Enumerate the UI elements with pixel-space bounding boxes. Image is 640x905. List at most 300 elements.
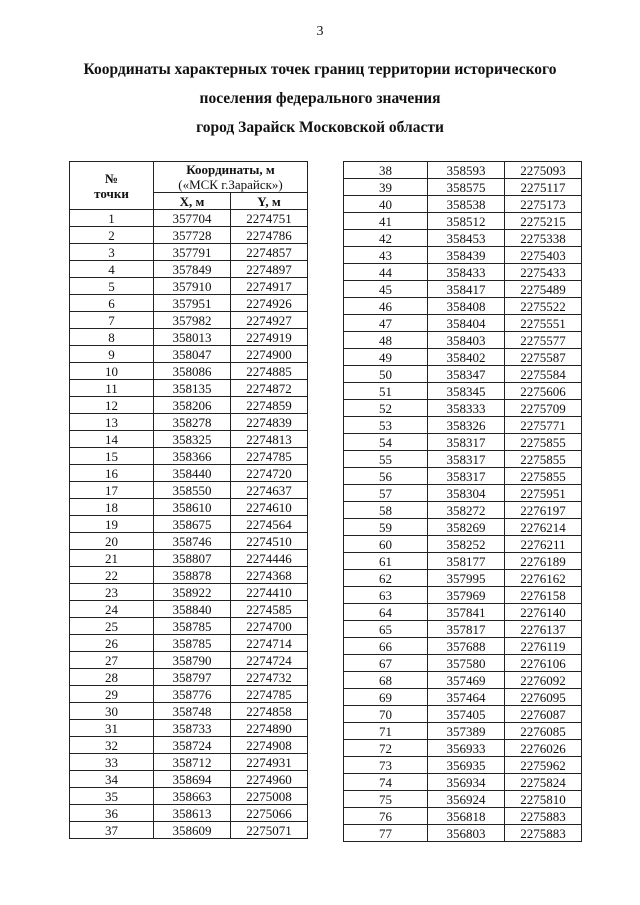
x-coordinate-cell: 358439 xyxy=(428,247,505,264)
y-coordinate-cell: 2276189 xyxy=(505,553,582,570)
x-coordinate-cell: 357688 xyxy=(428,638,505,655)
y-coordinate-cell: 2275008 xyxy=(231,788,308,805)
point-number-cell: 5 xyxy=(70,278,154,295)
y-coordinate-cell: 2274786 xyxy=(231,227,308,244)
table-row xyxy=(70,584,308,601)
table-row xyxy=(344,264,582,281)
table-row xyxy=(344,349,582,366)
point-number-cell: 11 xyxy=(70,380,154,397)
point-number-cell: 39 xyxy=(344,179,428,196)
point-number-cell: 48 xyxy=(344,332,428,349)
y-coordinate-cell: 2275709 xyxy=(505,400,582,417)
x-coordinate-cell: 358252 xyxy=(428,536,505,553)
y-coordinate-cell: 2276095 xyxy=(505,689,582,706)
table-row xyxy=(344,434,582,451)
y-coordinate-cell: 2274585 xyxy=(231,601,308,618)
x-coordinate-cell: 358135 xyxy=(154,380,231,397)
y-coordinate-cell: 2276137 xyxy=(505,621,582,638)
x-coordinate-cell: 358575 xyxy=(428,179,505,196)
table-row xyxy=(70,618,308,635)
y-coordinate-cell: 2274564 xyxy=(231,516,308,533)
y-coordinate-cell: 2274960 xyxy=(231,771,308,788)
x-coordinate-cell: 358403 xyxy=(428,332,505,349)
point-number-cell: 61 xyxy=(344,553,428,570)
x-coordinate-cell: 358922 xyxy=(154,584,231,601)
point-number-cell: 17 xyxy=(70,482,154,499)
y-coordinate-cell: 2275584 xyxy=(505,366,582,383)
point-number-cell: 55 xyxy=(344,451,428,468)
x-coordinate-cell: 358593 xyxy=(428,162,505,179)
y-coordinate-cell: 2274751 xyxy=(231,210,308,227)
x-coordinate-cell: 357464 xyxy=(428,689,505,706)
y-coordinate-cell: 2275577 xyxy=(505,332,582,349)
point-number-cell: 67 xyxy=(344,655,428,672)
point-number-cell: 34 xyxy=(70,771,154,788)
title-line-1: Координаты характерных точек границ территории исторического xyxy=(83,61,557,78)
point-number-cell: 24 xyxy=(70,601,154,618)
y-coordinate-cell: 2275824 xyxy=(505,774,582,791)
point-number-header-line2: точки xyxy=(94,185,129,201)
x-column-header: X, м xyxy=(154,193,231,210)
point-number-cell: 69 xyxy=(344,689,428,706)
table-row xyxy=(344,383,582,400)
y-coordinate-cell: 2275117 xyxy=(505,179,582,196)
y-coordinate-cell: 2275810 xyxy=(505,791,582,808)
table-row xyxy=(344,757,582,774)
table-row xyxy=(70,805,308,822)
y-coordinate-cell: 2274917 xyxy=(231,278,308,295)
point-number-cell: 46 xyxy=(344,298,428,315)
x-coordinate-cell: 358785 xyxy=(154,618,231,635)
x-coordinate-cell: 357951 xyxy=(154,295,231,312)
coordinates-table-right xyxy=(343,161,582,842)
y-coordinate-cell: 2275551 xyxy=(505,315,582,332)
x-coordinate-cell: 357969 xyxy=(428,587,505,604)
table-row xyxy=(70,482,308,499)
table-row xyxy=(70,567,308,584)
table-row xyxy=(70,686,308,703)
table-row xyxy=(70,278,308,295)
table-row xyxy=(344,604,582,621)
table-row xyxy=(70,363,308,380)
point-number-cell: 40 xyxy=(344,196,428,213)
y-coordinate-cell: 2274890 xyxy=(231,720,308,737)
x-coordinate-cell: 356935 xyxy=(428,757,505,774)
point-number-cell: 8 xyxy=(70,329,154,346)
y-coordinate-cell: 2276162 xyxy=(505,570,582,587)
point-number-cell: 6 xyxy=(70,295,154,312)
point-number-cell: 57 xyxy=(344,485,428,502)
x-coordinate-cell: 358610 xyxy=(154,499,231,516)
y-coordinate-cell: 2274900 xyxy=(231,346,308,363)
point-number-cell: 43 xyxy=(344,247,428,264)
x-coordinate-cell: 358177 xyxy=(428,553,505,570)
point-number-cell: 53 xyxy=(344,417,428,434)
table-row xyxy=(344,213,582,230)
point-number-cell: 26 xyxy=(70,635,154,652)
x-coordinate-cell: 357704 xyxy=(154,210,231,227)
table-row xyxy=(70,720,308,737)
table-row xyxy=(70,788,308,805)
point-number-cell: 36 xyxy=(70,805,154,822)
point-number-cell: 16 xyxy=(70,465,154,482)
point-number-cell: 7 xyxy=(70,312,154,329)
table-row xyxy=(344,298,582,315)
x-coordinate-cell: 357982 xyxy=(154,312,231,329)
x-coordinate-cell: 357405 xyxy=(428,706,505,723)
y-coordinate-cell: 2274926 xyxy=(231,295,308,312)
x-coordinate-cell: 358840 xyxy=(154,601,231,618)
table-row xyxy=(70,771,308,788)
table-row xyxy=(70,669,308,686)
table-row xyxy=(70,533,308,550)
table-row xyxy=(70,601,308,618)
y-coordinate-cell: 2275338 xyxy=(505,230,582,247)
y-coordinate-cell: 2274714 xyxy=(231,635,308,652)
y-coordinate-cell: 2276214 xyxy=(505,519,582,536)
y-coordinate-cell: 2275489 xyxy=(505,281,582,298)
x-coordinate-cell: 358512 xyxy=(428,213,505,230)
x-coordinate-cell: 358086 xyxy=(154,363,231,380)
table-row xyxy=(344,825,582,842)
y-coordinate-cell: 2275883 xyxy=(505,808,582,825)
x-coordinate-cell: 358675 xyxy=(154,516,231,533)
table-row xyxy=(344,451,582,468)
x-coordinate-cell: 358013 xyxy=(154,329,231,346)
table-row xyxy=(344,672,582,689)
y-coordinate-cell: 2276119 xyxy=(505,638,582,655)
point-number-cell: 45 xyxy=(344,281,428,298)
y-coordinate-cell: 2275606 xyxy=(505,383,582,400)
y-coordinate-cell: 2274700 xyxy=(231,618,308,635)
x-coordinate-cell: 358776 xyxy=(154,686,231,703)
point-number-cell: 66 xyxy=(344,638,428,655)
y-coordinate-cell: 2275855 xyxy=(505,468,582,485)
x-coordinate-cell: 357817 xyxy=(428,621,505,638)
x-coordinate-cell: 358797 xyxy=(154,669,231,686)
point-number-cell: 76 xyxy=(344,808,428,825)
x-coordinate-cell: 358317 xyxy=(428,468,505,485)
x-coordinate-cell: 358417 xyxy=(428,281,505,298)
table-row xyxy=(344,179,582,196)
y-coordinate-cell: 2274610 xyxy=(231,499,308,516)
coordinates-header-line1: Координаты, м xyxy=(186,162,275,177)
y-coordinate-cell: 2274732 xyxy=(231,669,308,686)
point-number-cell: 10 xyxy=(70,363,154,380)
y-coordinate-cell: 2274446 xyxy=(231,550,308,567)
x-coordinate-cell: 358550 xyxy=(154,482,231,499)
y-coordinate-cell: 2275587 xyxy=(505,349,582,366)
coordinates-table-right-wrapper xyxy=(343,161,582,842)
point-number-header-line1: № xyxy=(104,170,119,186)
y-coordinate-cell: 2275883 xyxy=(505,825,582,842)
point-number-cell: 41 xyxy=(344,213,428,230)
table-row xyxy=(344,570,582,587)
x-coordinate-cell: 357791 xyxy=(154,244,231,261)
table-row xyxy=(344,740,582,757)
y-coordinate-cell: 2276092 xyxy=(505,672,582,689)
table-row xyxy=(344,621,582,638)
page-number: 3 xyxy=(316,24,324,39)
x-coordinate-cell: 358326 xyxy=(428,417,505,434)
table-row xyxy=(344,230,582,247)
y-coordinate-cell: 2274813 xyxy=(231,431,308,448)
x-coordinate-cell: 358269 xyxy=(428,519,505,536)
point-number-cell: 14 xyxy=(70,431,154,448)
x-coordinate-cell: 358206 xyxy=(154,397,231,414)
table-row xyxy=(70,516,308,533)
y-coordinate-cell: 2274859 xyxy=(231,397,308,414)
table-row xyxy=(344,485,582,502)
x-coordinate-cell: 357580 xyxy=(428,655,505,672)
point-number-cell: 60 xyxy=(344,536,428,553)
point-number-cell: 47 xyxy=(344,315,428,332)
x-coordinate-cell: 358746 xyxy=(154,533,231,550)
y-coordinate-cell: 2276197 xyxy=(505,502,582,519)
point-number-cell: 30 xyxy=(70,703,154,720)
y-coordinate-cell: 2276211 xyxy=(505,536,582,553)
y-coordinate-cell: 2276158 xyxy=(505,587,582,604)
point-number-cell: 35 xyxy=(70,788,154,805)
point-number-cell: 62 xyxy=(344,570,428,587)
y-coordinate-cell: 2274885 xyxy=(231,363,308,380)
y-coordinate-cell: 2275173 xyxy=(505,196,582,213)
table-row xyxy=(344,315,582,332)
table-row xyxy=(344,808,582,825)
table-row xyxy=(344,332,582,349)
x-coordinate-cell: 358433 xyxy=(428,264,505,281)
y-coordinate-cell: 2274785 xyxy=(231,686,308,703)
point-number-cell: 20 xyxy=(70,533,154,550)
y-coordinate-cell: 2275951 xyxy=(505,485,582,502)
table-row xyxy=(70,550,308,567)
x-coordinate-cell: 358408 xyxy=(428,298,505,315)
y-coordinate-cell: 2274510 xyxy=(231,533,308,550)
y-coordinate-cell: 2275403 xyxy=(505,247,582,264)
table-row xyxy=(344,587,582,604)
title-line-3: город Зарайск Московской области xyxy=(196,119,444,136)
table-row xyxy=(70,312,308,329)
coordinates-header xyxy=(154,162,308,193)
point-number-cell: 32 xyxy=(70,737,154,754)
x-coordinate-cell: 358878 xyxy=(154,567,231,584)
x-coordinate-cell: 356933 xyxy=(428,740,505,757)
table-row xyxy=(70,397,308,414)
point-number-cell: 59 xyxy=(344,519,428,536)
x-coordinate-cell: 358325 xyxy=(154,431,231,448)
point-number-cell: 18 xyxy=(70,499,154,516)
point-number-cell: 44 xyxy=(344,264,428,281)
point-number-cell: 25 xyxy=(70,618,154,635)
x-coordinate-cell: 358609 xyxy=(154,822,231,839)
y-coordinate-cell: 2276026 xyxy=(505,740,582,757)
table-row xyxy=(344,706,582,723)
point-number-cell: 49 xyxy=(344,349,428,366)
table-row xyxy=(344,502,582,519)
y-coordinate-cell: 2276106 xyxy=(505,655,582,672)
x-coordinate-cell: 358345 xyxy=(428,383,505,400)
y-coordinate-cell: 2274857 xyxy=(231,244,308,261)
point-number-cell: 42 xyxy=(344,230,428,247)
y-coordinate-cell: 2274931 xyxy=(231,754,308,771)
table-row xyxy=(344,468,582,485)
x-coordinate-cell: 358785 xyxy=(154,635,231,652)
x-coordinate-cell: 358272 xyxy=(428,502,505,519)
point-number-cell: 50 xyxy=(344,366,428,383)
point-number-cell: 54 xyxy=(344,434,428,451)
x-coordinate-cell: 358807 xyxy=(154,550,231,567)
table-row xyxy=(344,723,582,740)
table-row xyxy=(70,703,308,720)
table-row xyxy=(70,822,308,839)
y-coordinate-cell: 2275066 xyxy=(231,805,308,822)
point-number-cell: 56 xyxy=(344,468,428,485)
x-coordinate-cell: 358317 xyxy=(428,451,505,468)
point-number-cell: 77 xyxy=(344,825,428,842)
point-number-cell: 64 xyxy=(344,604,428,621)
y-coordinate-cell: 2276087 xyxy=(505,706,582,723)
point-number-cell: 12 xyxy=(70,397,154,414)
point-number-cell: 33 xyxy=(70,754,154,771)
point-number-cell: 70 xyxy=(344,706,428,723)
table-row xyxy=(344,791,582,808)
table-row xyxy=(70,210,308,227)
table-row xyxy=(70,635,308,652)
table-row xyxy=(70,261,308,278)
point-number-cell: 2 xyxy=(70,227,154,244)
point-number-cell: 28 xyxy=(70,669,154,686)
coordinates-header-line2: («МСК г.Зарайск») xyxy=(178,177,283,192)
table-row xyxy=(70,346,308,363)
y-coordinate-cell: 2275071 xyxy=(231,822,308,839)
table-row xyxy=(70,652,308,669)
table-row xyxy=(344,366,582,383)
x-coordinate-cell: 358724 xyxy=(154,737,231,754)
x-coordinate-cell: 358278 xyxy=(154,414,231,431)
point-number-cell: 13 xyxy=(70,414,154,431)
point-number-cell: 4 xyxy=(70,261,154,278)
table-row xyxy=(344,196,582,213)
table-row xyxy=(70,329,308,346)
y-coordinate-cell: 2275215 xyxy=(505,213,582,230)
table-row xyxy=(344,162,582,179)
x-coordinate-cell: 357849 xyxy=(154,261,231,278)
table-row xyxy=(70,499,308,516)
x-coordinate-cell: 356803 xyxy=(428,825,505,842)
y-coordinate-cell: 2275433 xyxy=(505,264,582,281)
point-number-cell: 31 xyxy=(70,720,154,737)
table-row xyxy=(344,519,582,536)
table-row xyxy=(344,655,582,672)
x-coordinate-cell: 357995 xyxy=(428,570,505,587)
y-coordinate-cell: 2275962 xyxy=(505,757,582,774)
point-number-cell: 68 xyxy=(344,672,428,689)
table-row xyxy=(344,536,582,553)
y-coordinate-cell: 2274368 xyxy=(231,567,308,584)
point-number-cell: 15 xyxy=(70,448,154,465)
point-number-cell: 38 xyxy=(344,162,428,179)
x-coordinate-cell: 356818 xyxy=(428,808,505,825)
point-number-cell: 23 xyxy=(70,584,154,601)
table-row xyxy=(70,465,308,482)
x-coordinate-cell: 358317 xyxy=(428,434,505,451)
document-title xyxy=(0,55,640,142)
table-row xyxy=(70,227,308,244)
x-coordinate-cell: 356934 xyxy=(428,774,505,791)
x-coordinate-cell: 358694 xyxy=(154,771,231,788)
y-coordinate-cell: 2275522 xyxy=(505,298,582,315)
x-coordinate-cell: 358790 xyxy=(154,652,231,669)
point-number-cell: 3 xyxy=(70,244,154,261)
y-coordinate-cell: 2274872 xyxy=(231,380,308,397)
y-coordinate-cell: 2274724 xyxy=(231,652,308,669)
x-coordinate-cell: 358366 xyxy=(154,448,231,465)
coordinates-table-left-body xyxy=(70,210,308,839)
point-number-cell: 1 xyxy=(70,210,154,227)
x-coordinate-cell: 358333 xyxy=(428,400,505,417)
x-coordinate-cell: 358047 xyxy=(154,346,231,363)
y-coordinate-cell: 2274637 xyxy=(231,482,308,499)
x-coordinate-cell: 358663 xyxy=(154,788,231,805)
point-number-cell: 19 xyxy=(70,516,154,533)
x-coordinate-cell: 358748 xyxy=(154,703,231,720)
title-line-2: поселения федерального значения xyxy=(199,90,441,107)
point-number-cell: 72 xyxy=(344,740,428,757)
table-row xyxy=(70,295,308,312)
point-number-cell: 22 xyxy=(70,567,154,584)
y-coordinate-cell: 2274927 xyxy=(231,312,308,329)
x-coordinate-cell: 358404 xyxy=(428,315,505,332)
coordinates-table-right-body xyxy=(344,162,582,842)
y-coordinate-cell: 2274720 xyxy=(231,465,308,482)
point-number-cell: 29 xyxy=(70,686,154,703)
table-row xyxy=(344,417,582,434)
x-coordinate-cell: 357389 xyxy=(428,723,505,740)
x-coordinate-cell: 357469 xyxy=(428,672,505,689)
x-coordinate-cell: 357841 xyxy=(428,604,505,621)
y-coordinate-cell: 2274839 xyxy=(231,414,308,431)
point-number-cell: 21 xyxy=(70,550,154,567)
table-row xyxy=(70,414,308,431)
point-number-cell: 51 xyxy=(344,383,428,400)
table-row xyxy=(344,247,582,264)
y-coordinate-cell: 2275855 xyxy=(505,434,582,451)
y-column-header: Y, м xyxy=(231,193,308,210)
point-number-cell: 27 xyxy=(70,652,154,669)
table-row xyxy=(70,380,308,397)
table-row xyxy=(70,737,308,754)
y-coordinate-cell: 2274858 xyxy=(231,703,308,720)
y-coordinate-cell: 2274919 xyxy=(231,329,308,346)
y-coordinate-cell: 2274908 xyxy=(231,737,308,754)
table-row xyxy=(344,774,582,791)
x-coordinate-cell: 358613 xyxy=(154,805,231,822)
x-coordinate-cell: 358440 xyxy=(154,465,231,482)
point-number-cell: 9 xyxy=(70,346,154,363)
table-row xyxy=(70,448,308,465)
coordinates-table-left xyxy=(69,161,308,839)
y-coordinate-cell: 2274785 xyxy=(231,448,308,465)
x-coordinate-cell: 358304 xyxy=(428,485,505,502)
x-coordinate-cell: 358538 xyxy=(428,196,505,213)
x-coordinate-cell: 356924 xyxy=(428,791,505,808)
table-row xyxy=(344,638,582,655)
y-coordinate-cell: 2275771 xyxy=(505,417,582,434)
x-coordinate-cell: 358453 xyxy=(428,230,505,247)
table-row xyxy=(70,244,308,261)
point-number-cell: 73 xyxy=(344,757,428,774)
point-number-header xyxy=(70,162,154,210)
